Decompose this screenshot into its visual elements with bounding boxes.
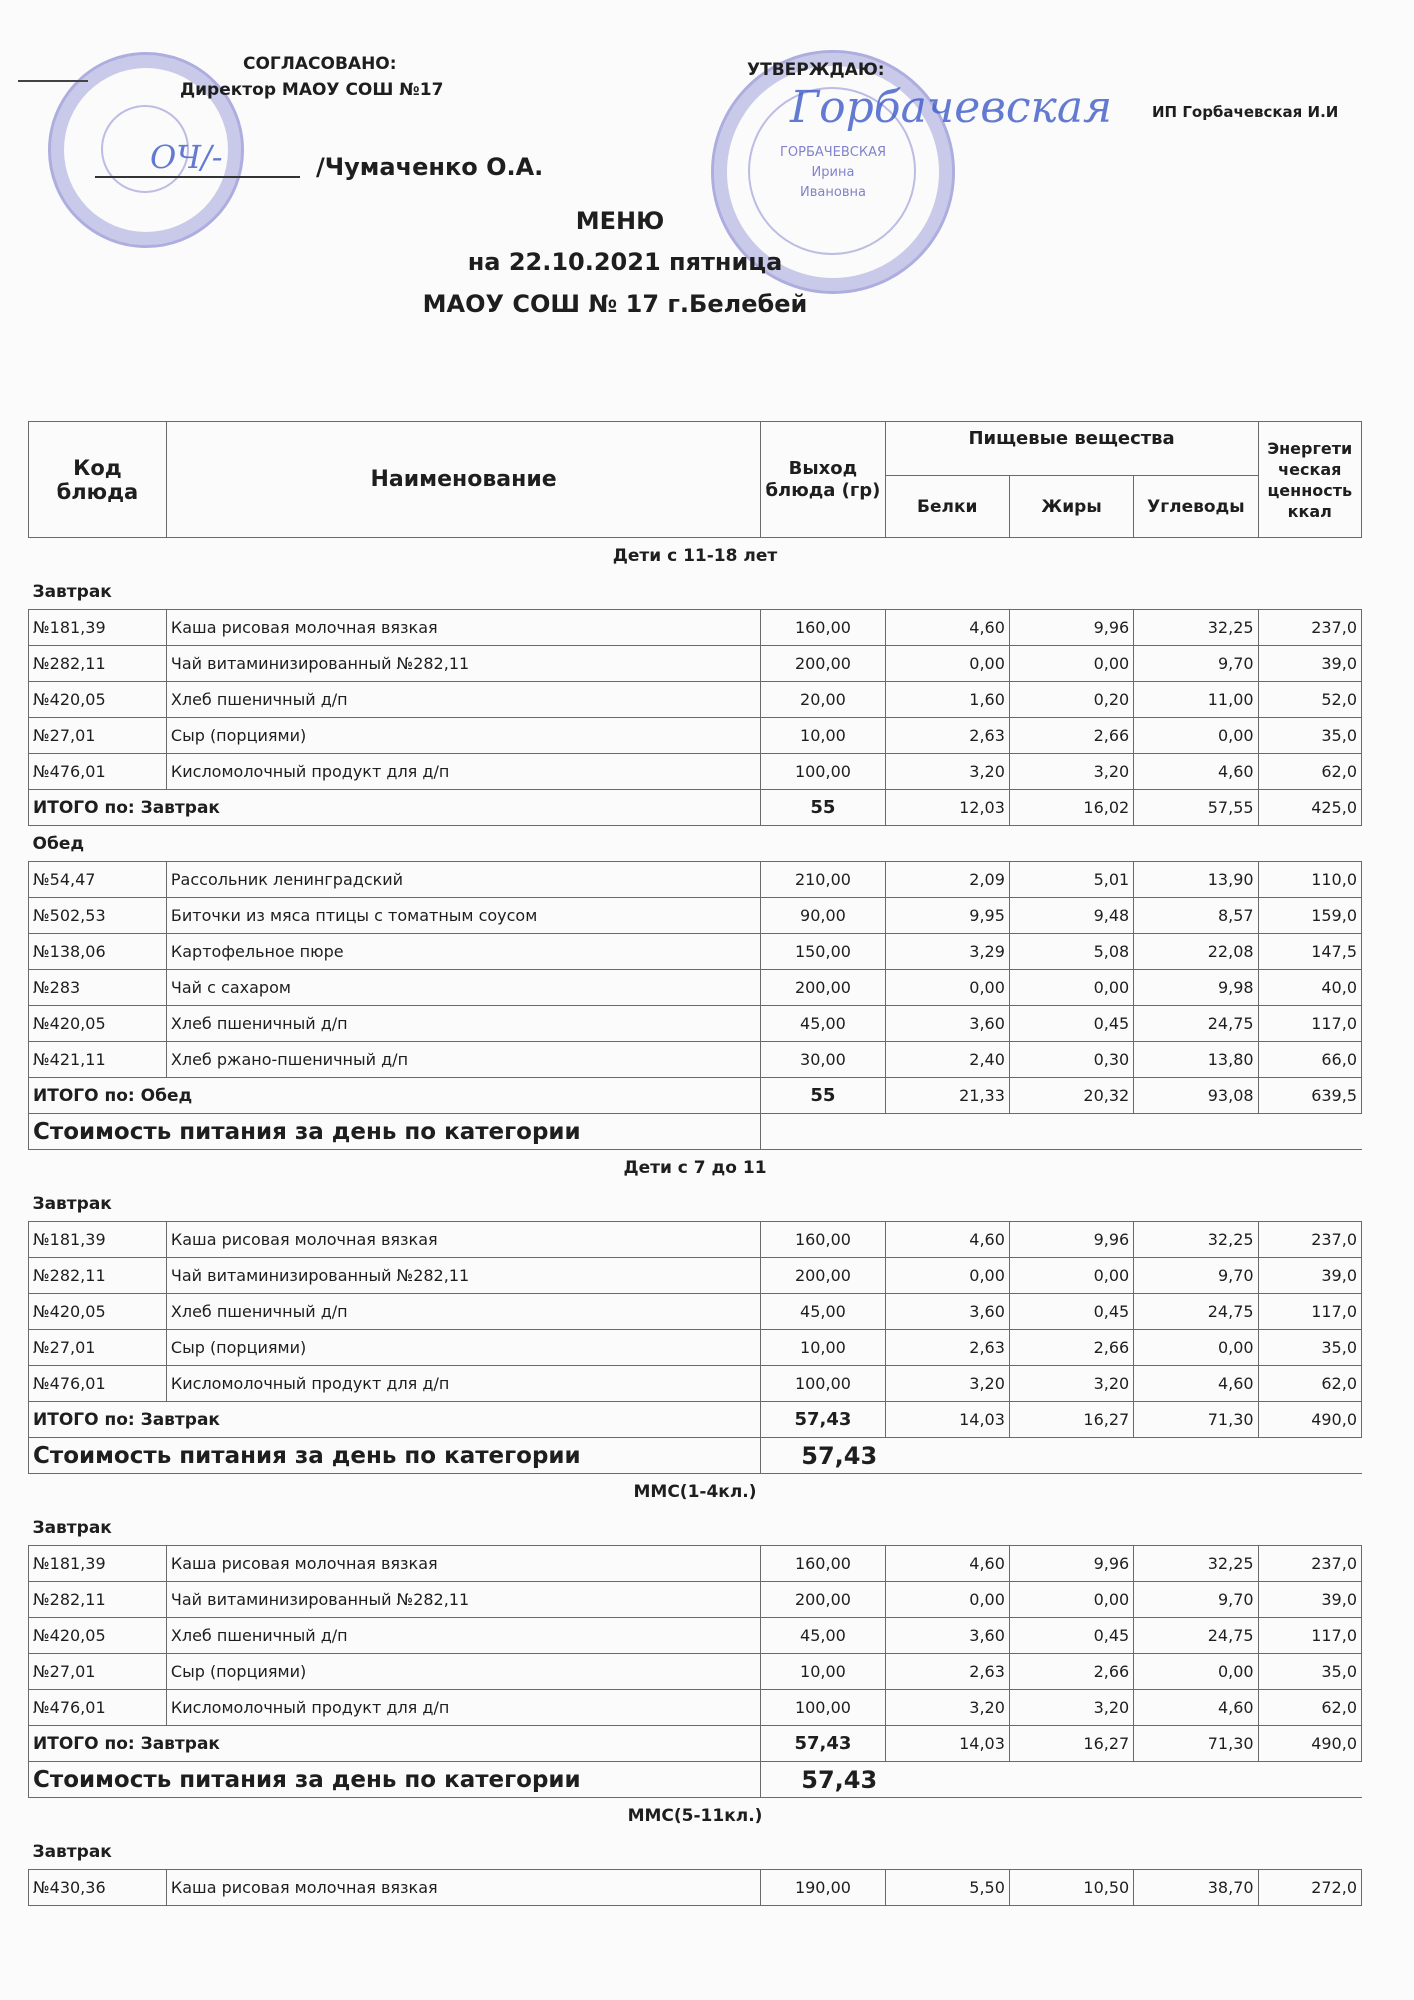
dish-energy: 35,0	[1258, 1654, 1361, 1690]
meal-title: Обед	[32, 833, 85, 854]
dish-proteins: 5,50	[885, 1870, 1009, 1906]
header-code: Код блюда	[29, 422, 167, 538]
agreed-name: /Чумаченко О.А.	[316, 153, 544, 181]
header-nutrients: Пищевые вещества	[885, 422, 1258, 476]
table-row	[29, 1294, 1362, 1330]
dish-carbs: 4,60	[1134, 1690, 1258, 1726]
group-header-row	[29, 1474, 1362, 1511]
dish-proteins: 3,60	[885, 1294, 1009, 1330]
dish-fats: 0,00	[1009, 1258, 1133, 1294]
dish-proteins: 0,00	[885, 1258, 1009, 1294]
table-row	[29, 1618, 1362, 1654]
dish-fats: 9,96	[1009, 1222, 1133, 1258]
dish-energy: 117,0	[1258, 1294, 1361, 1330]
cost-row	[29, 1438, 1362, 1474]
dish-code: №476,01	[29, 754, 167, 790]
dish-code: №476,01	[29, 1690, 167, 1726]
dish-energy: 147,5	[1258, 934, 1361, 970]
menu-table	[28, 421, 1362, 1906]
meal-title: Завтрак	[32, 1517, 112, 1538]
dish-carbs: 4,60	[1134, 1366, 1258, 1402]
total-row	[29, 1078, 1362, 1114]
table-row	[29, 1330, 1362, 1366]
total-label: ИТОГО по: Завтрак	[29, 1726, 761, 1762]
dish-output: 20,00	[761, 682, 885, 718]
dish-name: Каша рисовая молочная вязкая	[166, 1222, 760, 1258]
dish-fats: 3,20	[1009, 754, 1133, 790]
cost-value	[761, 1114, 1362, 1150]
dish-code: №420,05	[29, 1006, 167, 1042]
total-carbs: 71,30	[1134, 1402, 1258, 1438]
dish-output: 10,00	[761, 1330, 885, 1366]
dish-fats: 0,00	[1009, 970, 1133, 1006]
total-row	[29, 1726, 1362, 1762]
total-output: 55	[761, 1078, 885, 1114]
dish-proteins: 0,00	[885, 970, 1009, 1006]
table-row	[29, 682, 1362, 718]
dish-fats: 10,50	[1009, 1870, 1133, 1906]
dish-name: Картофельное пюре	[166, 934, 760, 970]
table-row	[29, 862, 1362, 898]
dish-name: Биточки из мяса птицы с томатным соусом	[166, 898, 760, 934]
cost-value: 57,43	[761, 1438, 1362, 1474]
dish-carbs: 4,60	[1134, 754, 1258, 790]
dish-carbs: 24,75	[1134, 1618, 1258, 1654]
dish-energy: 40,0	[1258, 970, 1361, 1006]
cost-label: Стоимость питания за день по категории	[29, 1438, 761, 1474]
dish-proteins: 3,20	[885, 1690, 1009, 1726]
dish-code: №282,11	[29, 646, 167, 682]
header-energy: Энергети ческая ценность ккал	[1258, 422, 1361, 538]
stamp-line-2: Ирина	[811, 165, 855, 180]
dish-output: 190,00	[761, 1870, 885, 1906]
total-energy: 425,0	[1258, 790, 1361, 826]
table-row	[29, 1366, 1362, 1402]
total-fats: 16,27	[1009, 1402, 1133, 1438]
dish-proteins: 2,63	[885, 1654, 1009, 1690]
signature-line	[95, 176, 300, 178]
dish-energy: 237,0	[1258, 1546, 1361, 1582]
dish-output: 160,00	[761, 1222, 885, 1258]
dish-carbs: 0,00	[1134, 718, 1258, 754]
dish-output: 100,00	[761, 1690, 885, 1726]
dish-energy: 66,0	[1258, 1042, 1361, 1078]
dish-energy: 39,0	[1258, 646, 1361, 682]
dish-energy: 237,0	[1258, 1222, 1361, 1258]
meal-header-row	[29, 1510, 1362, 1546]
dish-fats: 9,48	[1009, 898, 1133, 934]
dish-carbs: 9,70	[1134, 646, 1258, 682]
table-row	[29, 970, 1362, 1006]
dish-carbs: 24,75	[1134, 1294, 1258, 1330]
dish-fats: 9,96	[1009, 1546, 1133, 1582]
dish-fats: 0,20	[1009, 682, 1133, 718]
group-title: Дети с 11-18 лет	[612, 546, 778, 566]
dish-energy: 237,0	[1258, 610, 1361, 646]
dish-fats: 2,66	[1009, 1654, 1133, 1690]
dish-carbs: 0,00	[1134, 1654, 1258, 1690]
dish-code: №476,01	[29, 1366, 167, 1402]
dish-carbs: 38,70	[1134, 1870, 1258, 1906]
meal-title: Завтрак	[32, 581, 112, 602]
dish-name: Хлеб пшеничный д/п	[166, 1618, 760, 1654]
dish-code: №430,36	[29, 1870, 167, 1906]
dish-name: Кисломолочный продукт для д/п	[166, 754, 760, 790]
dish-fats: 0,45	[1009, 1294, 1133, 1330]
group-header-row	[29, 1798, 1362, 1835]
dish-fats: 0,45	[1009, 1618, 1133, 1654]
cost-row	[29, 1114, 1362, 1150]
dish-proteins: 4,60	[885, 1546, 1009, 1582]
dish-proteins: 1,60	[885, 682, 1009, 718]
dish-fats: 3,20	[1009, 1690, 1133, 1726]
dish-energy: 39,0	[1258, 1582, 1361, 1618]
dish-output: 210,00	[761, 862, 885, 898]
dish-carbs: 8,57	[1134, 898, 1258, 934]
dish-name: Чай витаминизированный №282,11	[166, 1582, 760, 1618]
dish-output: 45,00	[761, 1618, 885, 1654]
total-energy: 490,0	[1258, 1402, 1361, 1438]
dish-proteins: 3,60	[885, 1006, 1009, 1042]
approved-by: ИП Горбачевская И.И	[1152, 103, 1339, 121]
total-proteins: 14,03	[885, 1726, 1009, 1762]
dish-code: №283	[29, 970, 167, 1006]
dish-proteins: 3,60	[885, 1618, 1009, 1654]
total-carbs: 57,55	[1134, 790, 1258, 826]
dish-proteins: 2,40	[885, 1042, 1009, 1078]
dish-code: №27,01	[29, 1654, 167, 1690]
dish-output: 200,00	[761, 970, 885, 1006]
dish-name: Хлеб пшеничный д/п	[166, 1006, 760, 1042]
dish-code: №181,39	[29, 1546, 167, 1582]
dish-name: Чай с сахаром	[166, 970, 760, 1006]
table-row	[29, 1654, 1362, 1690]
dish-name: Кисломолочный продукт для д/п	[166, 1366, 760, 1402]
dish-carbs: 9,70	[1134, 1582, 1258, 1618]
group-header-row	[29, 1150, 1362, 1187]
dish-code: №420,05	[29, 1294, 167, 1330]
dish-carbs: 9,70	[1134, 1258, 1258, 1294]
total-proteins: 14,03	[885, 1402, 1009, 1438]
dish-carbs: 11,00	[1134, 682, 1258, 718]
dish-energy: 62,0	[1258, 1690, 1361, 1726]
group-title: Дети с 7 до 11	[623, 1158, 767, 1178]
dish-fats: 2,66	[1009, 1330, 1133, 1366]
dish-carbs: 32,25	[1134, 610, 1258, 646]
dish-energy: 110,0	[1258, 862, 1361, 898]
dish-proteins: 0,00	[885, 1582, 1009, 1618]
dish-proteins: 3,20	[885, 1366, 1009, 1402]
total-output: 57,43	[761, 1402, 885, 1438]
menu-title: МЕНЮ	[575, 207, 665, 235]
table-row	[29, 646, 1362, 682]
total-proteins: 21,33	[885, 1078, 1009, 1114]
dish-code: №181,39	[29, 610, 167, 646]
dish-name: Сыр (порциями)	[166, 1330, 760, 1366]
dish-output: 160,00	[761, 610, 885, 646]
total-output: 57,43	[761, 1726, 885, 1762]
dish-name: Рассольник ленинградский	[166, 862, 760, 898]
cost-value: 57,43	[761, 1762, 1362, 1798]
cost-label: Стоимость питания за день по категории	[29, 1762, 761, 1798]
dish-output: 200,00	[761, 1582, 885, 1618]
table-row	[29, 1258, 1362, 1294]
total-output: 55	[761, 790, 885, 826]
left-stamp-mark	[18, 80, 88, 82]
dish-energy: 35,0	[1258, 718, 1361, 754]
dish-name: Чай витаминизированный №282,11	[166, 646, 760, 682]
school-name: МАОУ СОШ № 17 г.Белебей	[422, 290, 808, 318]
dish-output: 150,00	[761, 934, 885, 970]
header-output: Выход блюда (гр)	[761, 422, 885, 538]
table-row	[29, 610, 1362, 646]
total-label: ИТОГО по: Завтрак	[29, 790, 761, 826]
dish-carbs: 22,08	[1134, 934, 1258, 970]
dish-fats: 0,00	[1009, 1582, 1133, 1618]
dish-output: 10,00	[761, 718, 885, 754]
dish-fats: 9,96	[1009, 610, 1133, 646]
dish-carbs: 9,98	[1134, 970, 1258, 1006]
table-row	[29, 898, 1362, 934]
table-row	[29, 1222, 1362, 1258]
dish-proteins: 9,95	[885, 898, 1009, 934]
total-proteins: 12,03	[885, 790, 1009, 826]
dish-code: №138,06	[29, 934, 167, 970]
dish-fats: 0,45	[1009, 1006, 1133, 1042]
table-row	[29, 1582, 1362, 1618]
dish-code: №27,01	[29, 1330, 167, 1366]
dish-output: 200,00	[761, 646, 885, 682]
table-row	[29, 1546, 1362, 1582]
header-name: Наименование	[166, 422, 760, 538]
header-proteins: Белки	[885, 476, 1009, 538]
cost-label: Стоимость питания за день по категории	[29, 1114, 761, 1150]
dish-fats: 0,00	[1009, 646, 1133, 682]
dish-name: Сыр (порциями)	[166, 1654, 760, 1690]
dish-carbs: 32,25	[1134, 1222, 1258, 1258]
dish-proteins: 4,60	[885, 1222, 1009, 1258]
total-carbs: 71,30	[1134, 1726, 1258, 1762]
dish-code: №282,11	[29, 1582, 167, 1618]
total-energy: 639,5	[1258, 1078, 1361, 1114]
dish-name: Хлеб пшеничный д/п	[166, 682, 760, 718]
dish-name: Сыр (порциями)	[166, 718, 760, 754]
dish-name: Хлеб пшеничный д/п	[166, 1294, 760, 1330]
dish-energy: 117,0	[1258, 1006, 1361, 1042]
total-fats: 16,27	[1009, 1726, 1133, 1762]
meal-header-row	[29, 1186, 1362, 1222]
dish-code: №54,47	[29, 862, 167, 898]
dish-output: 200,00	[761, 1258, 885, 1294]
total-fats: 16,02	[1009, 790, 1133, 826]
dish-fats: 3,20	[1009, 1366, 1133, 1402]
dish-proteins: 4,60	[885, 610, 1009, 646]
dish-proteins: 2,63	[885, 718, 1009, 754]
dish-proteins: 0,00	[885, 646, 1009, 682]
dish-name: Чай витаминизированный №282,11	[166, 1258, 760, 1294]
total-energy: 490,0	[1258, 1726, 1361, 1762]
table-row	[29, 754, 1362, 790]
dish-output: 90,00	[761, 898, 885, 934]
agreed-signature: ОЧ/-	[150, 138, 223, 176]
group-title: ММС(1-4кл.)	[633, 1482, 757, 1502]
approved-signature: Горбачевская	[790, 82, 1113, 133]
table-row	[29, 718, 1362, 754]
dish-code: №420,05	[29, 682, 167, 718]
group-title: ММС(5-11кл.)	[627, 1806, 763, 1826]
dish-output: 160,00	[761, 1546, 885, 1582]
meal-title: Завтрак	[32, 1841, 112, 1862]
dish-fats: 5,08	[1009, 934, 1133, 970]
dish-proteins: 3,20	[885, 754, 1009, 790]
stamp-line-1: ГОРБАЧЕВСКАЯ	[779, 145, 887, 160]
agreed-label: СОГЛАСОВАНО:	[243, 54, 397, 74]
table-row	[29, 934, 1362, 970]
dish-proteins: 2,09	[885, 862, 1009, 898]
cost-row	[29, 1762, 1362, 1798]
dish-fats: 5,01	[1009, 862, 1133, 898]
dish-output: 10,00	[761, 1654, 885, 1690]
dish-energy: 62,0	[1258, 754, 1361, 790]
dish-energy: 117,0	[1258, 1618, 1361, 1654]
group-header-row	[29, 538, 1362, 575]
dish-energy: 35,0	[1258, 1330, 1361, 1366]
table-row	[29, 1690, 1362, 1726]
dish-name: Каша рисовая молочная вязкая	[166, 1546, 760, 1582]
dish-carbs: 13,80	[1134, 1042, 1258, 1078]
dish-energy: 52,0	[1258, 682, 1361, 718]
dish-output: 100,00	[761, 754, 885, 790]
dish-code: №421,11	[29, 1042, 167, 1078]
meal-header-row	[29, 826, 1362, 862]
header-fats: Жиры	[1009, 476, 1133, 538]
meal-header-row	[29, 1834, 1362, 1870]
dish-name: Каша рисовая молочная вязкая	[166, 1870, 760, 1906]
dish-energy: 272,0	[1258, 1870, 1361, 1906]
meal-title: Завтрак	[32, 1193, 112, 1214]
dish-code: №282,11	[29, 1258, 167, 1294]
total-row	[29, 790, 1362, 826]
dish-name: Хлеб ржано-пшеничный д/п	[166, 1042, 760, 1078]
dish-output: 30,00	[761, 1042, 885, 1078]
dish-code: №27,01	[29, 718, 167, 754]
table-row	[29, 1042, 1362, 1078]
dish-carbs: 32,25	[1134, 1546, 1258, 1582]
dish-code: №420,05	[29, 1618, 167, 1654]
dish-fats: 2,66	[1009, 718, 1133, 754]
total-carbs: 93,08	[1134, 1078, 1258, 1114]
menu-date: на 22.10.2021 пятница	[467, 248, 783, 276]
agreed-position: Директор МАОУ СОШ №17	[180, 80, 444, 100]
dish-carbs: 0,00	[1134, 1330, 1258, 1366]
dish-name: Каша рисовая молочная вязкая	[166, 610, 760, 646]
dish-code: №502,53	[29, 898, 167, 934]
total-row	[29, 1402, 1362, 1438]
approved-label: УТВЕРЖДАЮ:	[747, 60, 885, 80]
dish-proteins: 3,29	[885, 934, 1009, 970]
dish-output: 45,00	[761, 1294, 885, 1330]
stamp-line-3: Ивановна	[800, 185, 866, 200]
dish-name: Кисломолочный продукт для д/п	[166, 1690, 760, 1726]
dish-fats: 0,30	[1009, 1042, 1133, 1078]
dish-output: 100,00	[761, 1366, 885, 1402]
meal-header-row	[29, 574, 1362, 610]
dish-carbs: 13,90	[1134, 862, 1258, 898]
total-label: ИТОГО по: Завтрак	[29, 1402, 761, 1438]
dish-energy: 62,0	[1258, 1366, 1361, 1402]
total-fats: 20,32	[1009, 1078, 1133, 1114]
header-carbs: Углеводы	[1134, 476, 1258, 538]
table-row	[29, 1006, 1362, 1042]
dish-energy: 159,0	[1258, 898, 1361, 934]
dish-output: 45,00	[761, 1006, 885, 1042]
dish-code: №181,39	[29, 1222, 167, 1258]
total-label: ИТОГО по: Обед	[29, 1078, 761, 1114]
dish-energy: 39,0	[1258, 1258, 1361, 1294]
dish-proteins: 2,63	[885, 1330, 1009, 1366]
table-row	[29, 1870, 1362, 1906]
dish-carbs: 24,75	[1134, 1006, 1258, 1042]
